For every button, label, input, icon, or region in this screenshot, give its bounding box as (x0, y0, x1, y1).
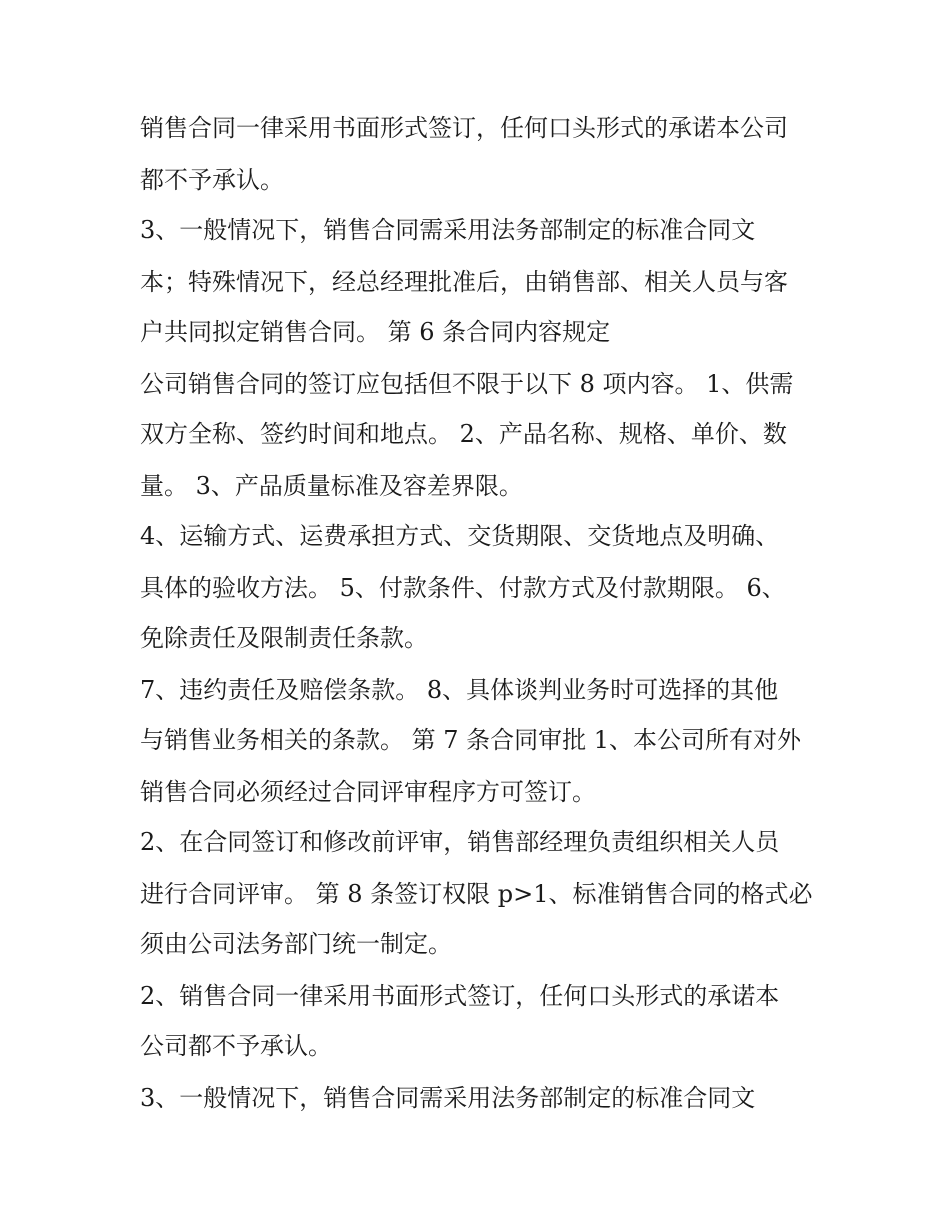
text-line: 3、一般情况下，销售合同需采用法务部制定的标准合同文 (140, 216, 756, 244)
text-line: 免除责任及限制责任条款。 (140, 624, 428, 652)
text-line: 4、运输方式、运费承担方式、交货期限、交货地点及明确、 (140, 522, 780, 550)
text-line: 都不予承认。 (140, 166, 284, 194)
text-line: 户共同拟定销售合同。 第 6 条合同内容规定 (140, 318, 611, 346)
text-line: 公司都不予承认。 (140, 1032, 332, 1060)
text-line: 7、违约责任及赔偿条款。 8、具体谈判业务时可选择的其他 (140, 676, 779, 704)
text-line: 2、在合同签订和修改前评审，销售部经理负责组织相关人员 (140, 828, 780, 856)
text-line: 3、一般情况下，销售合同需采用法务部制定的标准合同文 (140, 1084, 756, 1112)
text-line: 2、销售合同一律采用书面形式签订，任何口头形式的承诺本 (140, 982, 780, 1010)
text-line: 公司销售合同的签订应包括但不限于以下 8 项内容。 1、供需 (140, 370, 794, 398)
text-line: 销售合同必须经过合同评审程序方可签订。 (140, 778, 596, 806)
text-line: 本；特殊情况下，经总经理批准后，由销售部、相关人员与客 (140, 268, 788, 296)
text-line: 销售合同一律采用书面形式签订，任何口头形式的承诺本公司 (140, 114, 788, 142)
text-line: 量。 3、产品质量标准及容差界限。 (140, 472, 523, 500)
text-line: 双方全称、签约时间和地点。 2、产品名称、规格、单价、数 (140, 420, 787, 448)
text-line: 须由公司法务部门统一制定。 (140, 930, 452, 958)
text-line: 进行合同评审。 第 8 条签订权限 p>1、标准销售合同的格式必 (140, 880, 813, 908)
text-line: 与销售业务相关的条款。 第 7 条合同审批 1、本公司所有对外 (140, 726, 802, 754)
text-line: 具体的验收方法。 5、付款条件、付款方式及付款期限。 6、 (140, 574, 786, 602)
